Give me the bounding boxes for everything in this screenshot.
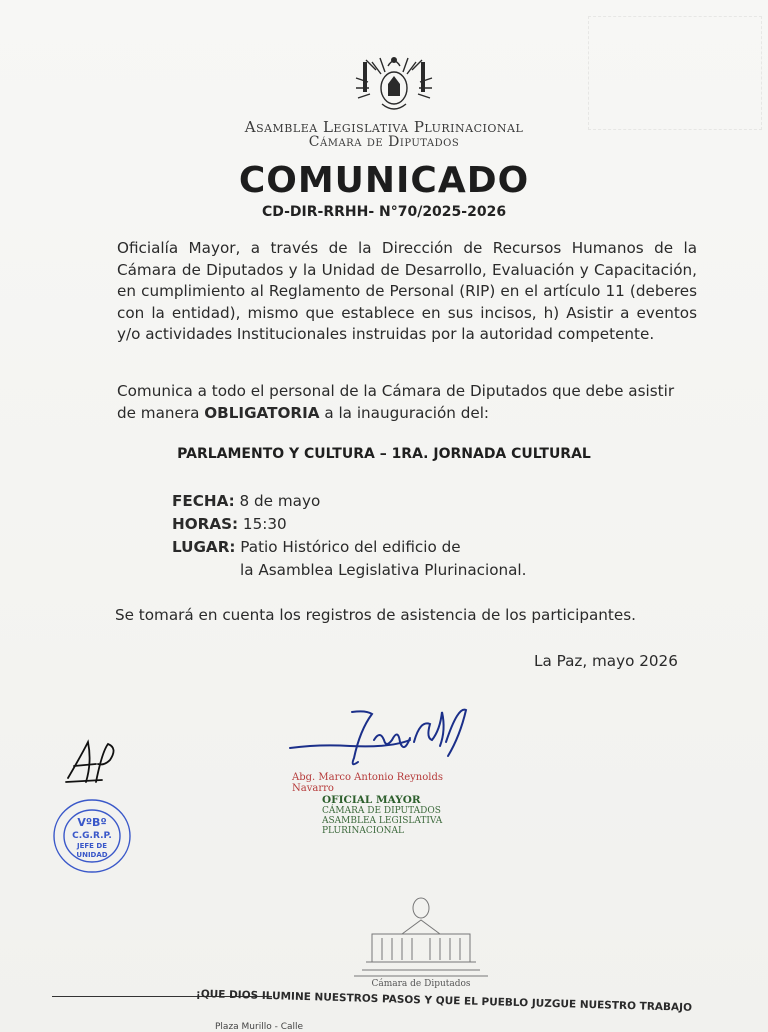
- date-label: FECHA:: [172, 492, 235, 510]
- place-label: LUGAR:: [172, 538, 236, 556]
- body-paragraph-1: Oficialía Mayor, a través de la Dirección de Recursos Humanos de la Cámara de Diputados y la Unidad de Desarrollo, Evaluación y Capacitación, en cumplimiento al Reglamento de Personal (RIP) en el artículo 11 (deberes con la entidad), mismo que establece en sus incisos, h) Asistir a eventos y/o actividades Institucionales instruidas por la autoridad competente.: [117, 239, 697, 343]
- coat-of-arms-icon: [352, 52, 436, 116]
- body-paragraph-2: [117, 381, 697, 424]
- seal-text-1: VºBº: [77, 816, 107, 829]
- place-date: La Paz, mayo 2026: [534, 652, 678, 670]
- time-value: 15:30: [242, 515, 287, 533]
- footer-address: Plaza Murillo - Calle: [215, 1022, 304, 1032]
- paragraph-text: a la inauguración del:: [319, 403, 490, 422]
- institution-name: Asamblea Legislativa Plurinacional: [244, 118, 524, 136]
- paragraph-text: Comunica a todo el personal de la Cámara de Diputados que debe asistir de manera: [117, 382, 675, 422]
- place-value: Patio Histórico del edificio de: [240, 538, 461, 556]
- logo-caption: Cámara de Diputados: [371, 979, 471, 989]
- reference-number: CD-DIR-RRHH- N°70/2025-2026: [261, 204, 507, 220]
- stamp-org-1: CÁMARA DE DIPUTADOS: [322, 806, 441, 816]
- chamber-name: Cámara de Diputados: [308, 134, 460, 150]
- institutional-motto: ¡QUE DIOS ILUMINE NUESTROS PASOS Y QUE EL PUEBLO JUZGUE NUESTRO TRABAJO: [195, 988, 693, 1014]
- time-label: HORAS:: [172, 515, 239, 533]
- faint-stamp-area: [588, 16, 762, 130]
- document-title: COMUNICADO: [238, 160, 530, 201]
- time-detail: [172, 515, 287, 533]
- handwritten-signature: [280, 700, 480, 780]
- signatory-name: Abg. Marco Antonio Reynolds Navarro: [292, 772, 443, 794]
- mandatory-emphasis: OBLIGATORIA: [204, 403, 320, 422]
- approval-seal: [50, 796, 134, 876]
- place-detail: [172, 538, 461, 556]
- seal-text-3: JEFE DE: [77, 842, 107, 850]
- date-value: 8 de mayo: [239, 492, 321, 510]
- seal-text-4: UNIDAD: [76, 851, 108, 859]
- initials-signature: [62, 732, 126, 792]
- signatory-title: OFICIAL MAYOR: [322, 794, 421, 806]
- chamber-building-logo: [352, 894, 490, 994]
- attendance-note: Se tomará en cuenta los registros de asistencia de los participantes.: [115, 606, 636, 624]
- official-stamp: [292, 772, 482, 836]
- date-detail: [172, 492, 320, 510]
- seal-text-2: C.G.R.P.: [72, 831, 112, 841]
- event-title: PARLAMENTO Y CULTURA – 1RA. JORNADA CULTURAL: [177, 446, 591, 462]
- stamp-org-2: ASAMBLEA LEGISLATIVA PLURINACIONAL: [322, 816, 443, 836]
- place-detail-line2: la Asamblea Legislativa Plurinacional.: [240, 561, 527, 579]
